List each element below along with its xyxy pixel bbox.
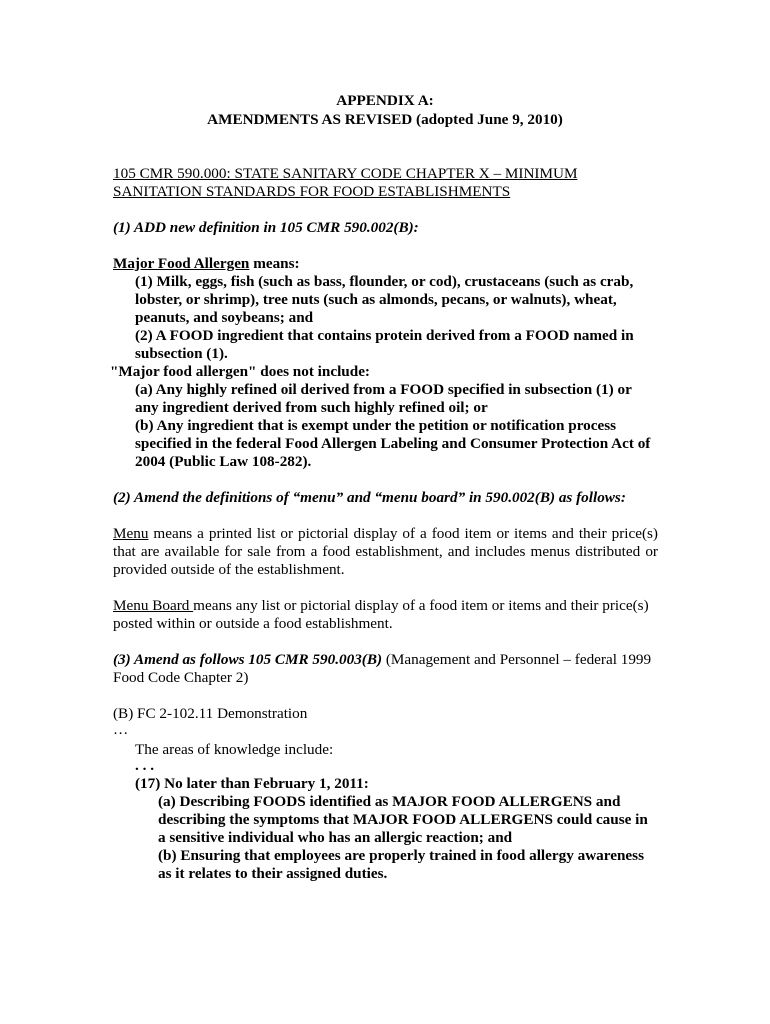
item17b-line1: (b) Ensuring that employees are properly trained in food allergy awareness xyxy=(158,847,644,864)
menu-line1-text: means a printed list or pictorial display of a food item or items and their price(s) xyxy=(148,525,658,542)
exclusion-a-line1: (a) Any highly refined oil derived from a FOOD specified in subsection (1) or xyxy=(135,381,632,398)
code-title-line2: SANITATION STANDARDS FOR FOOD ESTABLISHMENTS xyxy=(113,183,511,200)
section2-heading: (2) Amend the definitions of “menu” and “menu board” in 590.002(B) as follows: xyxy=(113,489,626,506)
section3-heading: (3) Amend as follows 105 CMR 590.003(B) xyxy=(113,651,383,668)
section3-heading-suffix: (Management and Personnel – federal 1999 xyxy=(382,651,652,668)
item1-line2: lobster, or shrimp), tree nuts (such as almonds, pecans, or walnuts), wheat, xyxy=(135,291,617,308)
definition-term: Major Food Allergen xyxy=(113,255,250,272)
menu-board-line1-text: means any list or pictorial display of a food item or items and their price(s) xyxy=(193,597,649,614)
definition-term-suffix: means: xyxy=(249,255,300,272)
exclusion-intro: "Major food allergen" does not include: xyxy=(110,363,370,380)
item17b-line2: as it relates to their assigned duties. xyxy=(158,865,388,882)
section1-heading: (1) ADD new definition in 105 CMR 590.002(B): xyxy=(113,219,419,236)
item17a-line2: describing the symptoms that MAJOR FOOD ALLERGENS could cause in xyxy=(158,811,648,828)
code-title-line1: 105 CMR 590.000: STATE SANITARY CODE CHAPTER X – MINIMUM xyxy=(113,165,578,182)
ellipsis-2: . . . xyxy=(135,757,154,774)
exclusion-b-line2: specified in the federal Food Allergen Labeling and Consumer Protection Act of xyxy=(135,435,651,452)
item1-line1: (1) Milk, eggs, fish (such as bass, flounder, or cod), crustaceans (such as crab, xyxy=(135,273,634,290)
menu-board-term: Menu Board xyxy=(113,597,194,614)
menu-board-definition-line1 xyxy=(113,597,649,615)
amendments-title: AMENDMENTS AS REVISED (adopted June 9, 2010) xyxy=(207,111,563,128)
menu-definition-line3: provided outside of the establishment. xyxy=(113,561,345,578)
menu-board-definition-line2: posted within or outside a food establishment. xyxy=(113,615,393,632)
section3-heading-line1 xyxy=(113,651,651,669)
ellipsis-1: … xyxy=(113,721,129,738)
item17a-line3: a sensitive individual who has an allergic reaction; and xyxy=(158,829,513,846)
item17-heading: (17) No later than February 1, 2011: xyxy=(135,775,369,792)
definition-major-food-allergen xyxy=(113,255,300,273)
menu-definition-line1 xyxy=(113,525,658,543)
item2-line2: subsection (1). xyxy=(135,345,228,362)
menu-definition-line2: that are available for sale from a food establishment, and includes menus distributed or xyxy=(113,543,658,560)
item1-line3: peanuts, and soybeans; and xyxy=(135,309,314,326)
item17a-line1: (a) Describing FOODS identified as MAJOR FOOD ALLERGENS and xyxy=(158,793,621,810)
appendix-title: APPENDIX A: xyxy=(336,92,434,109)
exclusion-b-line3: 2004 (Public Law 108-282). xyxy=(135,453,312,470)
exclusion-b-line1: (b) Any ingredient that is exempt under the petition or notification process xyxy=(135,417,617,434)
exclusion-a-line2: any ingredient derived from such highly refined oil; or xyxy=(135,399,488,416)
item2-line1: (2) A FOOD ingredient that contains protein derived from a FOOD named in xyxy=(135,327,634,344)
section3-heading-line2: Food Code Chapter 2) xyxy=(113,669,249,686)
menu-term: Menu xyxy=(113,525,149,542)
areas-of-knowledge: The areas of knowledge include: xyxy=(135,741,334,758)
fc-demonstration: (B) FC 2-102.11 Demonstration xyxy=(113,705,308,722)
